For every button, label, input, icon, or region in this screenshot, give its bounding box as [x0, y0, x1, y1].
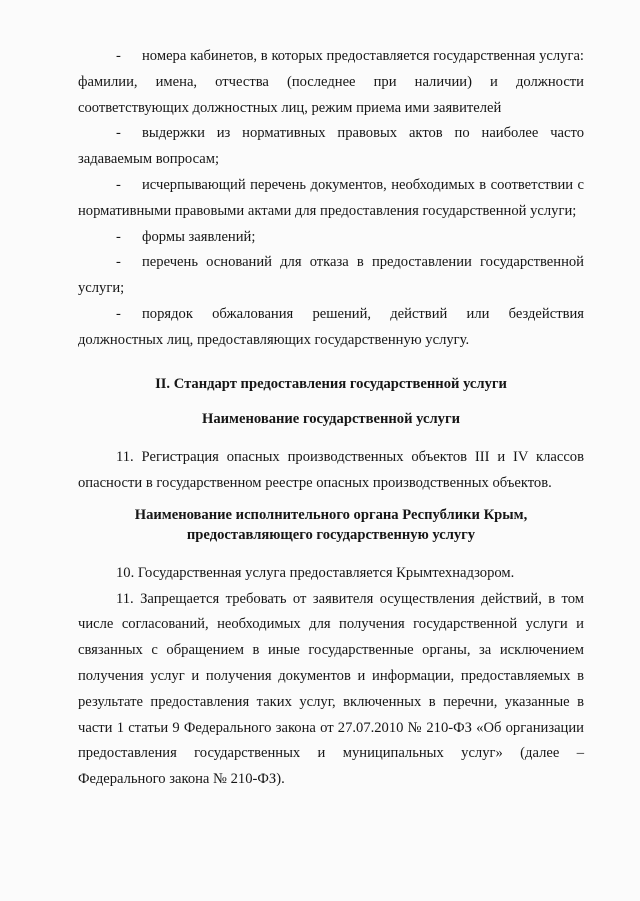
subheading-service-name: Наименование государственной услуги	[202, 411, 460, 428]
bullet-dash: -	[116, 228, 121, 245]
bullet-dash: -	[116, 305, 121, 322]
bullet-dash: -	[116, 176, 121, 193]
list-item	[78, 121, 584, 173]
paragraph-11-registration: 11. Регистрация опасных производственных объектов III и IV классов опасности в государственном реестре опасных производственных объектов.	[78, 449, 584, 491]
list-item	[78, 173, 584, 225]
list-item-text: исчерпывающий перечень документов, необходимых в соответствии с нормативными правовыми актами для предоставления государственной услуги;	[78, 176, 584, 219]
list-item-text: формы заявлений;	[142, 228, 256, 245]
section-heading: II. Стандарт предоставления государственной услуги	[155, 375, 507, 392]
list-item-text: порядок обжалования решений, действий или бездействия должностных лиц, предоставляющих государственную услугу.	[78, 305, 584, 348]
list-item	[78, 250, 584, 302]
document-body	[78, 44, 584, 793]
list-item	[78, 302, 584, 354]
list-item	[78, 44, 584, 121]
bullet-dash: -	[116, 48, 121, 64]
paragraph-10: 10. Государственная услуга предоставляется Крымтехнадзором.	[116, 564, 515, 581]
list-item-text: номера кабинетов, в которых предоставляется государственная услуга: фамилии, имена, отчества (последнее при наличии) и должности соответствующих должностных лиц, режим приема ими заявителей	[78, 48, 584, 116]
paragraph-11-prohibition: 11. Запрещается требовать от заявителя осуществления действий, в том числе согласований, необходимых для получения государственной услуги и связанных с обращением в иные государственные органы, за исключением получения услуг и получения документов и информации, предоставляемых в результате предоставления таких услуг, включенных в перечни, указанные в части 1 статьи 9 Федерального закона от 27.07.2010 № 210-ФЗ «Об организации предоставления государственных и муниципальных услуг» (далее – Федерального закона № 210-ФЗ).	[78, 590, 584, 788]
subheading-line: предоставляющего государственную услугу	[186, 526, 476, 543]
list-item-text: выдержки из нормативных правовых актов по наиболее часто задаваемым вопросам;	[78, 125, 584, 168]
subheading-line: Наименование исполнительного органа Республики Крым,	[134, 506, 528, 523]
subheading-executive-body	[78, 505, 584, 545]
bullet-dash: -	[116, 254, 121, 271]
list-item	[78, 225, 584, 251]
bullet-dash: -	[116, 125, 121, 142]
list-item-text: перечень оснований для отказа в предоставлении государственной услуги;	[78, 254, 584, 297]
